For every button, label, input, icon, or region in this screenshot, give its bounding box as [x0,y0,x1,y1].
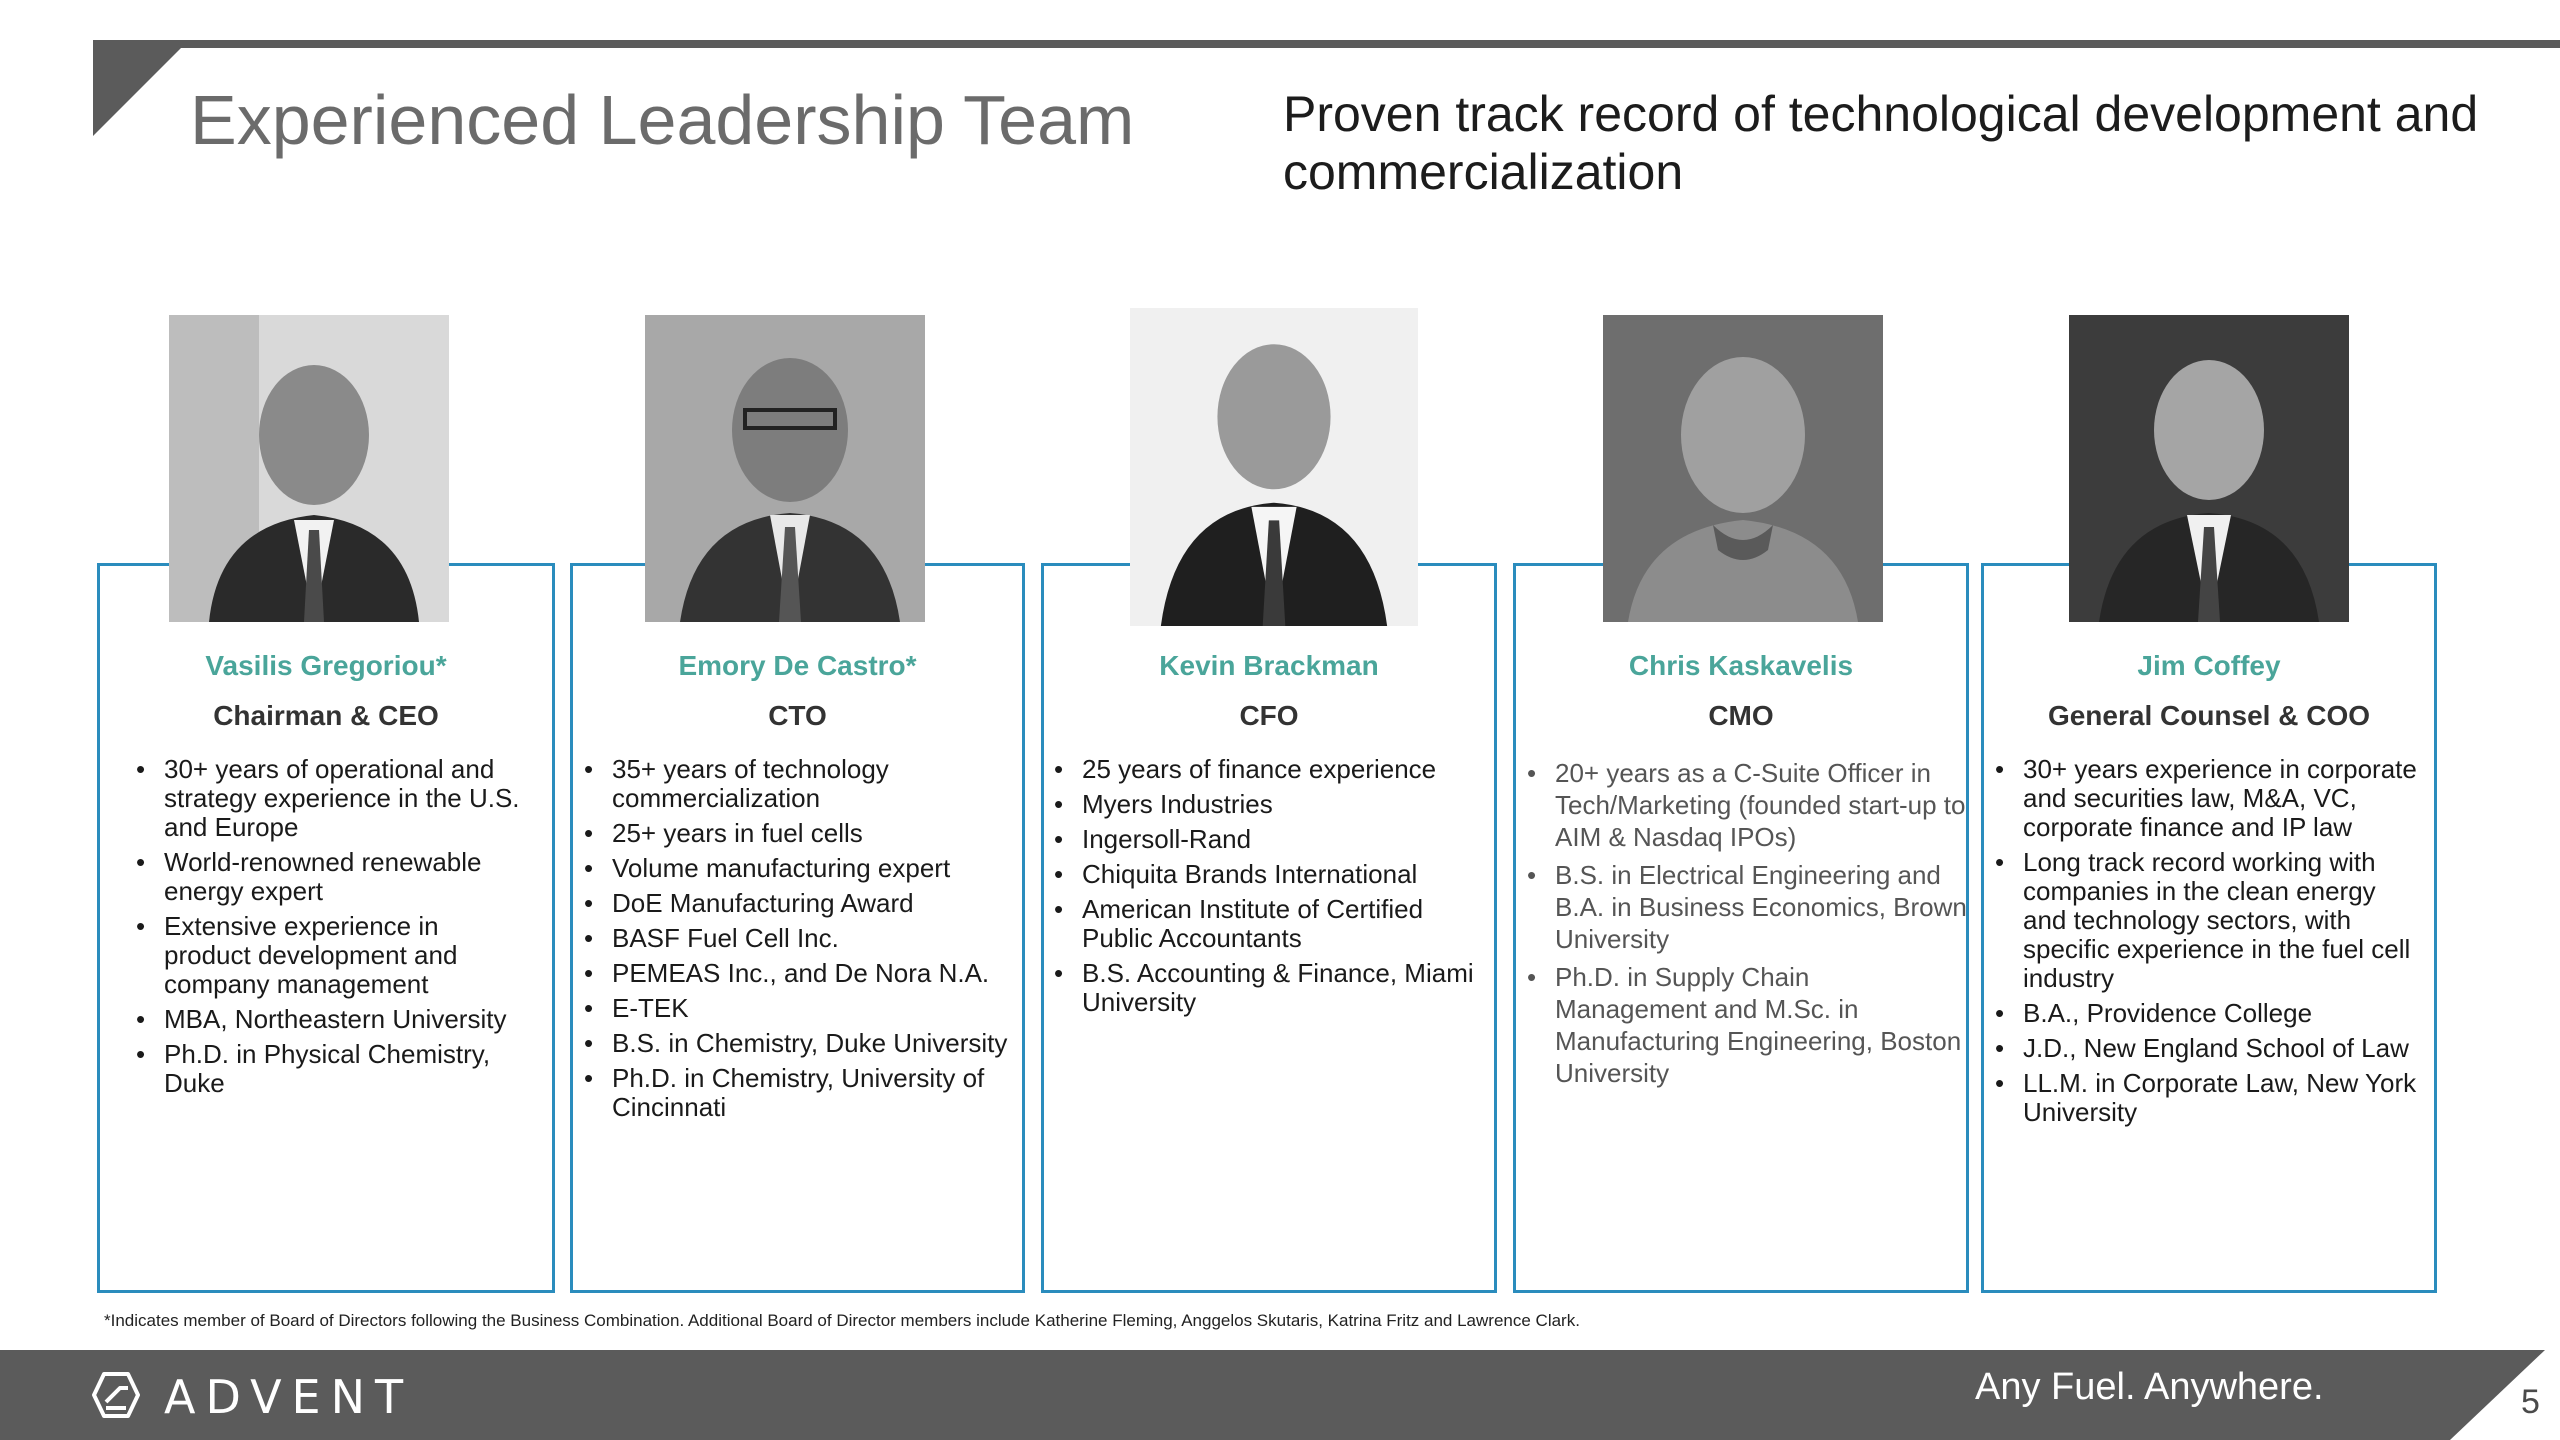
bullet-item: • DoE Manufacturing Award [584,889,1009,918]
bullet-item: • 35+ years of technology commercialization [584,755,1009,813]
person-name: Vasilis Gregoriou* [205,650,447,681]
header-corner-triangle [93,48,181,136]
page-number: 5 [2521,1383,2540,1421]
bullet-item: • PEMEAS Inc., and De Nora N.A. [584,959,1009,988]
bullet-item: • Ingersoll-Rand [1054,825,1494,854]
bullet-item: • 20+ years as a C-Suite Officer in Tech/Marketing (founded start-up to AIM & Nasdaq IPOs) [1527,757,1967,853]
person-name: Emory De Castro* [678,650,917,681]
bullet-item: • Ph.D. in Physical Chemistry, Duke [136,1040,531,1098]
bullet-item: • 30+ years of operational and strategy experience in the U.S. and Europe [136,755,531,842]
person-photo [1130,308,1418,626]
bullet-item: • Extensive experience in product development and company management [136,912,531,999]
advent-logo [84,1368,504,1422]
person-photo [169,315,449,622]
person-role: General Counsel & COO [2047,700,2371,731]
bullet-item: • Ph.D. in Supply Chain Management and M.Sc. in Manufacturing Engineering, Boston University [1527,961,1967,1089]
person-bullets [136,755,531,1104]
bullet-item: • B.S. in Chemistry, Duke University [584,1029,1009,1058]
person-role: Chairman & CEO [213,700,439,731]
bullet-item: • E-TEK [584,994,1009,1023]
advent-logo-mark-icon [94,1374,138,1416]
person-name: Kevin Brackman [1159,650,1379,681]
person-role: CMO [1708,700,1774,731]
person-photo [1603,315,1883,622]
bullet-item: • B.A., Providence College [1995,999,2425,1028]
bullet-item: • Ph.D. in Chemistry, University of Cincinnati [584,1064,1009,1122]
bullet-item: • LL.M. in Corporate Law, New York University [1995,1069,2425,1127]
bullet-item: • Myers Industries [1054,790,1494,819]
page-title: Experienced Leadership Team [190,81,1135,159]
page-subtitle: Proven track record of technological development and commercialization [1283,86,2479,200]
person-role: CFO [1239,700,1299,731]
bullet-item: • B.S. Accounting & Finance, Miami University [1054,959,1494,1017]
bullet-item: • 25+ years in fuel cells [584,819,1009,848]
svg-text:ADVENT: ADVENT [164,1370,414,1422]
bullet-item: • 25 years of finance experience [1054,755,1494,784]
person-name: Jim Coffey [2137,650,2281,681]
bullet-item: • American Institute of Certified Public Accountants [1054,895,1494,953]
person-photo [645,315,925,622]
footer-tagline: Any Fuel. Anywhere. [1975,1366,2324,1408]
header-bar [93,40,2560,48]
person-photo [2069,315,2349,622]
bullet-item: • MBA, Northeastern University [136,1005,531,1034]
bullet-item: • Chiquita Brands International [1054,860,1494,889]
footnote: *Indicates member of Board of Directors following the Business Combination. Additional Board of Director members include Katherine Fleming, Anggelos Skutaris, Katrina Fritz and Lawrence Clark. [104,1311,1580,1330]
bullet-item: • World-renowned renewable energy expert [136,848,531,906]
person-bullets [1527,757,1967,1095]
bullet-item: • BASF Fuel Cell Inc. [584,924,1009,953]
person-bullets [584,755,1009,1128]
person-bullets [1054,755,1494,1023]
bullet-item: • 30+ years experience in corporate and securities law, M&A, VC, corporate finance and IP law [1995,755,2425,842]
bullet-item: • B.S. in Electrical Engineering and B.A. in Business Economics, Brown University [1527,859,1967,955]
person-bullets [1995,755,2425,1133]
bullet-item: • J.D., New England School of Law [1995,1034,2425,1063]
bullet-item: • Long track record working with companies in the clean energy and technology sectors, with specific experience in the fuel cell industry [1995,848,2425,993]
bullet-item: • Volume manufacturing expert [584,854,1009,883]
person-name: Chris Kaskavelis [1628,650,1854,681]
person-role: CTO [768,700,827,731]
